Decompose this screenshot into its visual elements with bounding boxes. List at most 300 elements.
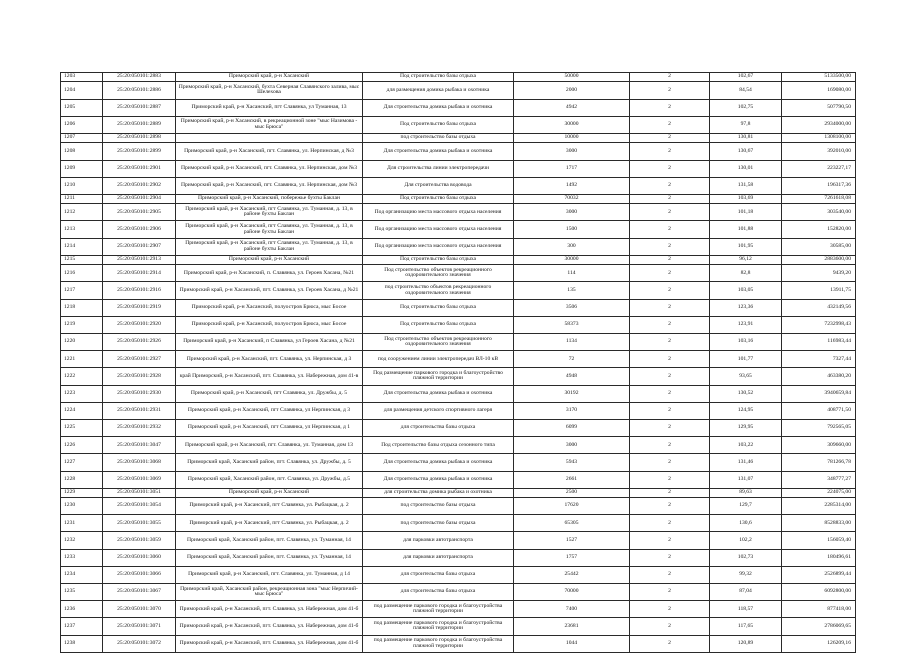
row-number-cell: 1236 bbox=[61, 601, 103, 618]
row-number-cell: 1227 bbox=[61, 454, 103, 471]
permitted-use-cell: Для строительства домика рыбака и охотника bbox=[363, 471, 514, 488]
category-cell: 2 bbox=[630, 471, 710, 488]
permitted-use-cell: Под организацию места массового отдыха населения bbox=[363, 221, 514, 238]
table-row bbox=[61, 385, 856, 402]
rate-cell: 84,54 bbox=[710, 82, 782, 99]
row-number-cell: 1225 bbox=[61, 419, 103, 436]
category-cell: 2 bbox=[630, 601, 710, 618]
permitted-use-cell: Под организацию места массового отдыха населения bbox=[363, 238, 514, 255]
cadastral-value-cell: 507790,50 bbox=[782, 99, 856, 116]
permitted-use-cell: Под строительство базы отдыха bbox=[363, 316, 514, 333]
permitted-use-cell: Под строительство объектов рекреационного оздоровительного значения bbox=[363, 334, 514, 351]
cadastral-value-cell: 2786069,65 bbox=[782, 618, 856, 635]
table-row bbox=[61, 334, 856, 351]
permitted-use-cell: Для строительства домика рыбака и охотника bbox=[363, 99, 514, 116]
table-row bbox=[61, 635, 856, 652]
category-cell: 2 bbox=[630, 255, 710, 264]
area-cell: 3506 bbox=[514, 299, 630, 316]
cadastral-value-cell: 7232998,43 bbox=[782, 316, 856, 333]
rate-cell: 101,18 bbox=[710, 204, 782, 221]
area-cell: 7400 bbox=[514, 601, 630, 618]
cadastral-number-cell: 25:20:050101:2916 bbox=[103, 282, 176, 299]
area-cell: 2661 bbox=[514, 471, 630, 488]
cadastral-number-cell: 25:20:050101:2904 bbox=[103, 194, 176, 203]
permitted-use-cell: Под строительство базы отдыха сезонного типа bbox=[363, 437, 514, 454]
category-cell: 2 bbox=[630, 73, 710, 82]
row-number-cell: 1212 bbox=[61, 204, 103, 221]
row-number-cell: 1235 bbox=[61, 584, 103, 601]
category-cell: 2 bbox=[630, 82, 710, 99]
cadastral-number-cell: 25:20:050101:2932 bbox=[103, 419, 176, 436]
register-body bbox=[61, 73, 856, 653]
permitted-use-cell: для размещения домика рыбака и охотника bbox=[363, 82, 514, 99]
address-cell: Приморский край, Хасанский район, рекреационная зона "мыс Нерпичий-мыс Брюса" bbox=[176, 584, 363, 601]
row-number-cell: 1233 bbox=[61, 549, 103, 566]
table-row bbox=[61, 316, 856, 333]
table-row bbox=[61, 488, 856, 497]
permitted-use-cell: Под организацию места массового отдыха населения bbox=[363, 204, 514, 221]
address-cell: Приморский край, р-н Хасанский, пгт. Славянка, ул. Туманная, дом 13 bbox=[176, 437, 363, 454]
row-number-cell: 1207 bbox=[61, 133, 103, 142]
address-cell: Приморский край, р-н Хасанский, пгт. Славянка, ул. Нерпинская, дом №3 bbox=[176, 160, 363, 177]
table-row bbox=[61, 437, 856, 454]
rate-cell: 103,22 bbox=[710, 437, 782, 454]
rate-cell: 118,57 bbox=[710, 601, 782, 618]
row-number-cell: 1218 bbox=[61, 299, 103, 316]
rate-cell: 103,69 bbox=[710, 194, 782, 203]
cadastral-value-cell: 9439,20 bbox=[782, 265, 856, 282]
row-number-cell: 1215 bbox=[61, 255, 103, 264]
table-row bbox=[61, 471, 856, 488]
area-cell: 3170 bbox=[514, 402, 630, 419]
area-cell: 3000 bbox=[514, 437, 630, 454]
cadastral-number-cell: 25:20:050101:3054 bbox=[103, 498, 176, 515]
row-number-cell: 1234 bbox=[61, 566, 103, 583]
row-number-cell: 1222 bbox=[61, 368, 103, 385]
address-cell bbox=[176, 133, 363, 142]
cadastral-value-cell: 196317,36 bbox=[782, 177, 856, 194]
cadastral-value-cell: 2285314,00 bbox=[782, 498, 856, 515]
table-row bbox=[61, 265, 856, 282]
table-row bbox=[61, 454, 856, 471]
table-row bbox=[61, 133, 856, 142]
category-cell: 2 bbox=[630, 221, 710, 238]
area-cell: 3000 bbox=[514, 143, 630, 160]
cadastral-value-cell: 781266,78 bbox=[782, 454, 856, 471]
area-cell: 6099 bbox=[514, 419, 630, 436]
table-row bbox=[61, 618, 856, 635]
permitted-use-cell: Под строительство базы отдыха bbox=[363, 116, 514, 133]
table-row bbox=[61, 351, 856, 368]
address-cell: Приморский край, р-н Хасанский bbox=[176, 255, 363, 264]
area-cell: 72 bbox=[514, 351, 630, 368]
permitted-use-cell: для строительства базы отдыха bbox=[363, 566, 514, 583]
row-number-cell: 1205 bbox=[61, 99, 103, 116]
row-number-cell: 1224 bbox=[61, 402, 103, 419]
cadastral-value-cell: 30585,00 bbox=[782, 238, 856, 255]
row-number-cell: 1231 bbox=[61, 515, 103, 532]
category-cell: 2 bbox=[630, 316, 710, 333]
permitted-use-cell: Под строительство базы отдыха bbox=[363, 299, 514, 316]
permitted-use-cell: под строительство объектов рекреационного оздоровительного значения bbox=[363, 282, 514, 299]
address-cell: Приморский край, р-н Хасанский, п Славянка, ул Героев Хасана, д №21 bbox=[176, 334, 363, 351]
address-cell: Приморский край, р-н Хасанский, пгт Славянка, ул Нерпинская, д 3 bbox=[176, 402, 363, 419]
table-row bbox=[61, 221, 856, 238]
area-cell: 23681 bbox=[514, 618, 630, 635]
cadastral-number-cell: 25:20:050101:3059 bbox=[103, 532, 176, 549]
permitted-use-cell: под размещение паркового городка и благоустройства пляжной территории bbox=[363, 618, 514, 635]
permitted-use-cell: для строительства базы отдыха bbox=[363, 419, 514, 436]
cadastral-value-cell: 224075,00 bbox=[782, 488, 856, 497]
permitted-use-cell: для размещения детского спортивного лагеря bbox=[363, 402, 514, 419]
address-cell: Приморский край, Хасанский район, пгт. Славянка, ул. Дружбы, д. 5 bbox=[176, 454, 363, 471]
address-cell: Приморский край, Хасанский район, пгт. Славянка, ул. Туманная, 14 bbox=[176, 532, 363, 549]
address-cell: Приморский край, р-н Хасанский, побережье бухты Баклан bbox=[176, 194, 363, 203]
address-cell: Приморский край, р-н Хасанский, пгт. Славянка, ул. Нерпинская, д №3 bbox=[176, 143, 363, 160]
row-number-cell: 1219 bbox=[61, 316, 103, 333]
table-row bbox=[61, 549, 856, 566]
area-cell: 1044 bbox=[514, 635, 630, 652]
row-number-cell: 1206 bbox=[61, 116, 103, 133]
category-cell: 2 bbox=[630, 265, 710, 282]
area-cell: 10000 bbox=[514, 133, 630, 142]
address-cell: Приморский край, р-н Хасанский, в рекреационной зоне "мыс Назимова - мыс Брюса" bbox=[176, 116, 363, 133]
cadastral-number-cell: 25:20:050101:2927 bbox=[103, 351, 176, 368]
table-row bbox=[61, 368, 856, 385]
cadastral-value-cell: 180496,61 bbox=[782, 549, 856, 566]
row-number-cell: 1220 bbox=[61, 334, 103, 351]
rate-cell: 130,52 bbox=[710, 385, 782, 402]
cadastral-number-cell: 25:20:050101:3069 bbox=[103, 471, 176, 488]
rate-cell: 102,67 bbox=[710, 73, 782, 82]
cadastral-number-cell: 25:20:050101:3070 bbox=[103, 601, 176, 618]
rate-cell: 123,91 bbox=[710, 316, 782, 333]
area-cell: 1757 bbox=[514, 549, 630, 566]
cadastral-value-cell: 1308100,00 bbox=[782, 133, 856, 142]
rate-cell: 130,67 bbox=[710, 143, 782, 160]
table-row bbox=[61, 402, 856, 419]
cadastral-value-cell: 8528833,00 bbox=[782, 515, 856, 532]
cadastral-value-cell: 432149,56 bbox=[782, 299, 856, 316]
address-cell: Приморский край, р-н Хасанский bbox=[176, 73, 363, 82]
area-cell: 50000 bbox=[514, 73, 630, 82]
cadastral-number-cell: 25:20:050101:3068 bbox=[103, 454, 176, 471]
rate-cell: 101,95 bbox=[710, 238, 782, 255]
table-row bbox=[61, 82, 856, 99]
permitted-use-cell: под сооружением линии электропередач ВЛ-10 кВ bbox=[363, 351, 514, 368]
permitted-use-cell: Для строительства водовода bbox=[363, 177, 514, 194]
address-cell: Приморский край, р-н Хасанский, бухта Северная Славянского залива, мыс Шелехова bbox=[176, 82, 363, 99]
cadastral-number-cell: 25:20:050101:2914 bbox=[103, 265, 176, 282]
cadastral-value-cell: 152820,00 bbox=[782, 221, 856, 238]
row-number-cell: 1203 bbox=[61, 73, 103, 82]
permitted-use-cell: Для строительства домика рыбака и охотника bbox=[363, 385, 514, 402]
category-cell: 2 bbox=[630, 282, 710, 299]
area-cell: 1500 bbox=[514, 221, 630, 238]
area-cell: 300 bbox=[514, 238, 630, 255]
cadastral-number-cell: 25:20:050101:3066 bbox=[103, 566, 176, 583]
cadastral-value-cell: 877418,00 bbox=[782, 601, 856, 618]
category-cell: 2 bbox=[630, 99, 710, 116]
rate-cell: 130,6 bbox=[710, 515, 782, 532]
address-cell: Приморский край, р-н Хасанский, пгт. Славянка, ул. Набережная, дом 41-б bbox=[176, 618, 363, 635]
table-row bbox=[61, 160, 856, 177]
category-cell: 2 bbox=[630, 385, 710, 402]
cadastral-number-cell: 25:20:050101:3072 bbox=[103, 635, 176, 652]
cadastral-number-cell: 25:20:050101:2919 bbox=[103, 299, 176, 316]
rate-cell: 131,58 bbox=[710, 177, 782, 194]
cadastral-value-cell: 116983,44 bbox=[782, 334, 856, 351]
area-cell: 4942 bbox=[514, 99, 630, 116]
cadastral-number-cell: 25:20:050101:3051 bbox=[103, 488, 176, 497]
address-cell: Приморский край, р-н Хасанский, пгт. Славянка, ул. Героев Хасана, д №21 bbox=[176, 282, 363, 299]
address-cell: Приморский край, р-н Хасанский, полуостров Брюса, мыс Босое bbox=[176, 316, 363, 333]
category-cell: 2 bbox=[630, 454, 710, 471]
address-cell: край Приморский, р-н Хасанский, пгт. Славянка, ул. Набережная, дом 41-в bbox=[176, 368, 363, 385]
cadastral-number-cell: 25:20:050101:2907 bbox=[103, 238, 176, 255]
rate-cell: 103,05 bbox=[710, 282, 782, 299]
cadastral-value-cell: 6092800,00 bbox=[782, 584, 856, 601]
permitted-use-cell: Под размещение паркового городка и благоустройство пляжной территории bbox=[363, 368, 514, 385]
cadastral-number-cell: 25:20:050101:2906 bbox=[103, 221, 176, 238]
rate-cell: 129,95 bbox=[710, 419, 782, 436]
category-cell: 2 bbox=[630, 532, 710, 549]
cadastral-number-cell: 25:20:050101:2887 bbox=[103, 99, 176, 116]
land-register-table bbox=[60, 72, 856, 653]
permitted-use-cell: под строительство базы отдыха bbox=[363, 498, 514, 515]
row-number-cell: 1229 bbox=[61, 488, 103, 497]
category-cell: 2 bbox=[630, 368, 710, 385]
rate-cell: 130,81 bbox=[710, 133, 782, 142]
row-number-cell: 1221 bbox=[61, 351, 103, 368]
rate-cell: 131,46 bbox=[710, 454, 782, 471]
rate-cell: 102,2 bbox=[710, 532, 782, 549]
row-number-cell: 1210 bbox=[61, 177, 103, 194]
cadastral-value-cell: 303540,00 bbox=[782, 204, 856, 221]
cadastral-number-cell: 25:20:050101:2905 bbox=[103, 204, 176, 221]
area-cell: 4948 bbox=[514, 368, 630, 385]
cadastral-value-cell: 392010,00 bbox=[782, 143, 856, 160]
cadastral-value-cell: 2526899,44 bbox=[782, 566, 856, 583]
permitted-use-cell: для парковки автотранспорта bbox=[363, 549, 514, 566]
table-row bbox=[61, 204, 856, 221]
category-cell: 2 bbox=[630, 419, 710, 436]
permitted-use-cell: для парковки автотранспорта bbox=[363, 532, 514, 549]
area-cell: 1717 bbox=[514, 160, 630, 177]
permitted-use-cell: Под строительство базы отдыха bbox=[363, 73, 514, 82]
cadastral-value-cell: 792565,05 bbox=[782, 419, 856, 436]
address-cell: Приморский край, р-н Хасанский, пгт Славянка, ул. Туманная, д. 13, в районе бухты Баклан bbox=[176, 221, 363, 238]
permitted-use-cell: Для строительства домика рыбака и охотника bbox=[363, 454, 514, 471]
row-number-cell: 1208 bbox=[61, 143, 103, 160]
category-cell: 2 bbox=[630, 549, 710, 566]
cadastral-number-cell: 25:20:050101:3071 bbox=[103, 618, 176, 635]
cadastral-number-cell: 25:20:050101:3060 bbox=[103, 549, 176, 566]
cadastral-number-cell: 25:20:050101:2889 bbox=[103, 116, 176, 133]
address-cell: Приморский край, р-н Хасанский, пгт. Славянка, ул. Нерпинская, д 3 bbox=[176, 351, 363, 368]
row-number-cell: 1237 bbox=[61, 618, 103, 635]
cadastral-number-cell: 25:20:050101:2931 bbox=[103, 402, 176, 419]
permitted-use-cell: под строительство базы отдыха bbox=[363, 515, 514, 532]
row-number-cell: 1213 bbox=[61, 221, 103, 238]
cadastral-number-cell: 25:20:050101:2899 bbox=[103, 143, 176, 160]
address-cell: Приморский край, р-н Хасанский bbox=[176, 488, 363, 497]
address-cell: Приморский край, р-н Хасанский, пгт Славянка, ул Нерпинская, д 1 bbox=[176, 419, 363, 436]
area-cell: 3000 bbox=[514, 204, 630, 221]
address-cell: Приморский край, Хасанский район, пгт. Славянка, ул. Туманная, 14 bbox=[176, 549, 363, 566]
permitted-use-cell: для строительства домика рыбака и охотника bbox=[363, 488, 514, 497]
table-row bbox=[61, 419, 856, 436]
row-number-cell: 1226 bbox=[61, 437, 103, 454]
category-cell: 2 bbox=[630, 133, 710, 142]
area-cell: 1492 bbox=[514, 177, 630, 194]
table-row bbox=[61, 532, 856, 549]
rate-cell: 101,88 bbox=[710, 221, 782, 238]
table-row bbox=[61, 143, 856, 160]
permitted-use-cell: Под строительство объектов рекреационного оздоровительного значения bbox=[363, 265, 514, 282]
table-row bbox=[61, 299, 856, 316]
row-number-cell: 1238 bbox=[61, 635, 103, 652]
category-cell: 2 bbox=[630, 299, 710, 316]
rate-cell: 123,36 bbox=[710, 299, 782, 316]
category-cell: 2 bbox=[630, 194, 710, 203]
cadastral-value-cell: 13911,75 bbox=[782, 282, 856, 299]
category-cell: 2 bbox=[630, 402, 710, 419]
cadastral-number-cell: 25:20:050101:2901 bbox=[103, 160, 176, 177]
rate-cell: 102,75 bbox=[710, 99, 782, 116]
cadastral-value-cell: 2883600,00 bbox=[782, 255, 856, 264]
rate-cell: 103,16 bbox=[710, 334, 782, 351]
category-cell: 2 bbox=[630, 437, 710, 454]
permitted-use-cell: под размещение паркового городка и благоустройства пляжной территории bbox=[363, 635, 514, 652]
category-cell: 2 bbox=[630, 238, 710, 255]
table-row bbox=[61, 515, 856, 532]
table-row bbox=[61, 238, 856, 255]
area-cell: 1527 bbox=[514, 532, 630, 549]
address-cell: Приморский край, р-н Хасанский, пгт Славянка, ул. Туманная, д. 13, в районе бухты Баклан bbox=[176, 204, 363, 221]
category-cell: 2 bbox=[630, 177, 710, 194]
cadastral-number-cell: 25:20:050101:3055 bbox=[103, 515, 176, 532]
cadastral-number-cell: 25:20:050101:2883 bbox=[103, 73, 176, 82]
row-number-cell: 1230 bbox=[61, 498, 103, 515]
rate-cell: 120,89 bbox=[710, 635, 782, 652]
area-cell: 70032 bbox=[514, 194, 630, 203]
cadastral-number-cell: 25:20:050101:2930 bbox=[103, 385, 176, 402]
category-cell: 2 bbox=[630, 488, 710, 497]
cadastral-value-cell: 7261618,08 bbox=[782, 194, 856, 203]
rate-cell: 96,12 bbox=[710, 255, 782, 264]
table-row bbox=[61, 177, 856, 194]
area-cell: 30192 bbox=[514, 385, 630, 402]
table-row bbox=[61, 116, 856, 133]
rate-cell: 99,32 bbox=[710, 566, 782, 583]
row-number-cell: 1232 bbox=[61, 532, 103, 549]
row-number-cell: 1223 bbox=[61, 385, 103, 402]
area-cell: 17620 bbox=[514, 498, 630, 515]
address-cell: Приморский край, р-н Хасанский, пгт. Славянка, ул. Нерпинская, дом №3 bbox=[176, 177, 363, 194]
table-row bbox=[61, 73, 856, 82]
cadastral-value-cell: 5133500,00 bbox=[782, 73, 856, 82]
category-cell: 2 bbox=[630, 498, 710, 515]
rate-cell: 89,63 bbox=[710, 488, 782, 497]
rate-cell: 87,04 bbox=[710, 584, 782, 601]
cadastral-value-cell: 156059,40 bbox=[782, 532, 856, 549]
permitted-use-cell: под строительство базы отдыха bbox=[363, 133, 514, 142]
permitted-use-cell: Под строительство базы отдыха bbox=[363, 194, 514, 203]
cadastral-value-cell: 408771,50 bbox=[782, 402, 856, 419]
row-number-cell: 1204 bbox=[61, 82, 103, 99]
area-cell: 114 bbox=[514, 265, 630, 282]
row-number-cell: 1217 bbox=[61, 282, 103, 299]
row-number-cell: 1211 bbox=[61, 194, 103, 203]
cadastral-value-cell: 3940659,84 bbox=[782, 385, 856, 402]
category-cell: 2 bbox=[630, 584, 710, 601]
permitted-use-cell: Под строительство базы отдыха bbox=[363, 255, 514, 264]
cadastral-number-cell: 25:20:050101:2902 bbox=[103, 177, 176, 194]
area-cell: 30000 bbox=[514, 255, 630, 264]
category-cell: 2 bbox=[630, 160, 710, 177]
area-cell: 2000 bbox=[514, 82, 630, 99]
category-cell: 2 bbox=[630, 635, 710, 652]
permitted-use-cell: под размещение паркового городка и благоустройства пляжной территории bbox=[363, 601, 514, 618]
area-cell: 30000 bbox=[514, 116, 630, 133]
category-cell: 2 bbox=[630, 204, 710, 221]
rate-cell: 97,8 bbox=[710, 116, 782, 133]
rate-cell: 129,7 bbox=[710, 498, 782, 515]
row-number-cell: 1228 bbox=[61, 471, 103, 488]
category-cell: 2 bbox=[630, 116, 710, 133]
category-cell: 2 bbox=[630, 515, 710, 532]
cadastral-number-cell: 25:20:050101:2886 bbox=[103, 82, 176, 99]
area-cell: 70000 bbox=[514, 584, 630, 601]
table-row bbox=[61, 194, 856, 203]
row-number-cell: 1214 bbox=[61, 238, 103, 255]
address-cell: Приморский край, р-н Хасанский, пгт. Славянка, ул. Туманная, д 14 bbox=[176, 566, 363, 583]
address-cell: Приморский край, р-н Хасанский, полуостров Брюса, мыс Босое bbox=[176, 299, 363, 316]
rate-cell: 124,95 bbox=[710, 402, 782, 419]
category-cell: 2 bbox=[630, 566, 710, 583]
rate-cell: 102,73 bbox=[710, 549, 782, 566]
address-cell: Приморский край, Хасанский район, пгт. Славянка, ул. Дружбы, д.5 bbox=[176, 471, 363, 488]
address-cell: Приморский край, р-н Хасанский, пгт. Славянка, ул. Набережная, дом 41-б bbox=[176, 635, 363, 652]
area-cell: 58373 bbox=[514, 316, 630, 333]
rate-cell: 101,77 bbox=[710, 351, 782, 368]
category-cell: 2 bbox=[630, 143, 710, 160]
permitted-use-cell: Для строительства домика рыбака и охотника bbox=[363, 143, 514, 160]
cadastral-number-cell: 25:20:050101:2898 bbox=[103, 133, 176, 142]
cadastral-number-cell: 25:20:050101:2928 bbox=[103, 368, 176, 385]
cadastral-number-cell: 25:20:050101:2926 bbox=[103, 334, 176, 351]
cadastral-value-cell: 2934000,00 bbox=[782, 116, 856, 133]
address-cell: Приморский край, р-н Хасанский, пгт Славянка, ул. Рыбацкая, д. 2 bbox=[176, 515, 363, 532]
address-cell: Приморский край, р-н Хасанский, пгт Славянка, ул. Туманная, д. 13, в районе бухты Баклан bbox=[176, 238, 363, 255]
rate-cell: 82,8 bbox=[710, 265, 782, 282]
permitted-use-cell: Для строительства линии электропередачи bbox=[363, 160, 514, 177]
area-cell: 1134 bbox=[514, 334, 630, 351]
rate-cell: 130,01 bbox=[710, 160, 782, 177]
table-row bbox=[61, 584, 856, 601]
area-cell: 65305 bbox=[514, 515, 630, 532]
address-cell: Приморский край, р-н Хасанский, пгт Славянка, ул. Рыбацкая, д. 2 bbox=[176, 498, 363, 515]
table-row bbox=[61, 566, 856, 583]
row-number-cell: 1216 bbox=[61, 265, 103, 282]
permitted-use-cell: для строительства базы отдыха bbox=[363, 584, 514, 601]
category-cell: 2 bbox=[630, 351, 710, 368]
table-row bbox=[61, 498, 856, 515]
cadastral-number-cell: 25:20:050101:2913 bbox=[103, 255, 176, 264]
address-cell: Приморский край, р-н Хасанский, пгт. Славянка, ул. Набережная, дом 41-б bbox=[176, 601, 363, 618]
rate-cell: 93,65 bbox=[710, 368, 782, 385]
